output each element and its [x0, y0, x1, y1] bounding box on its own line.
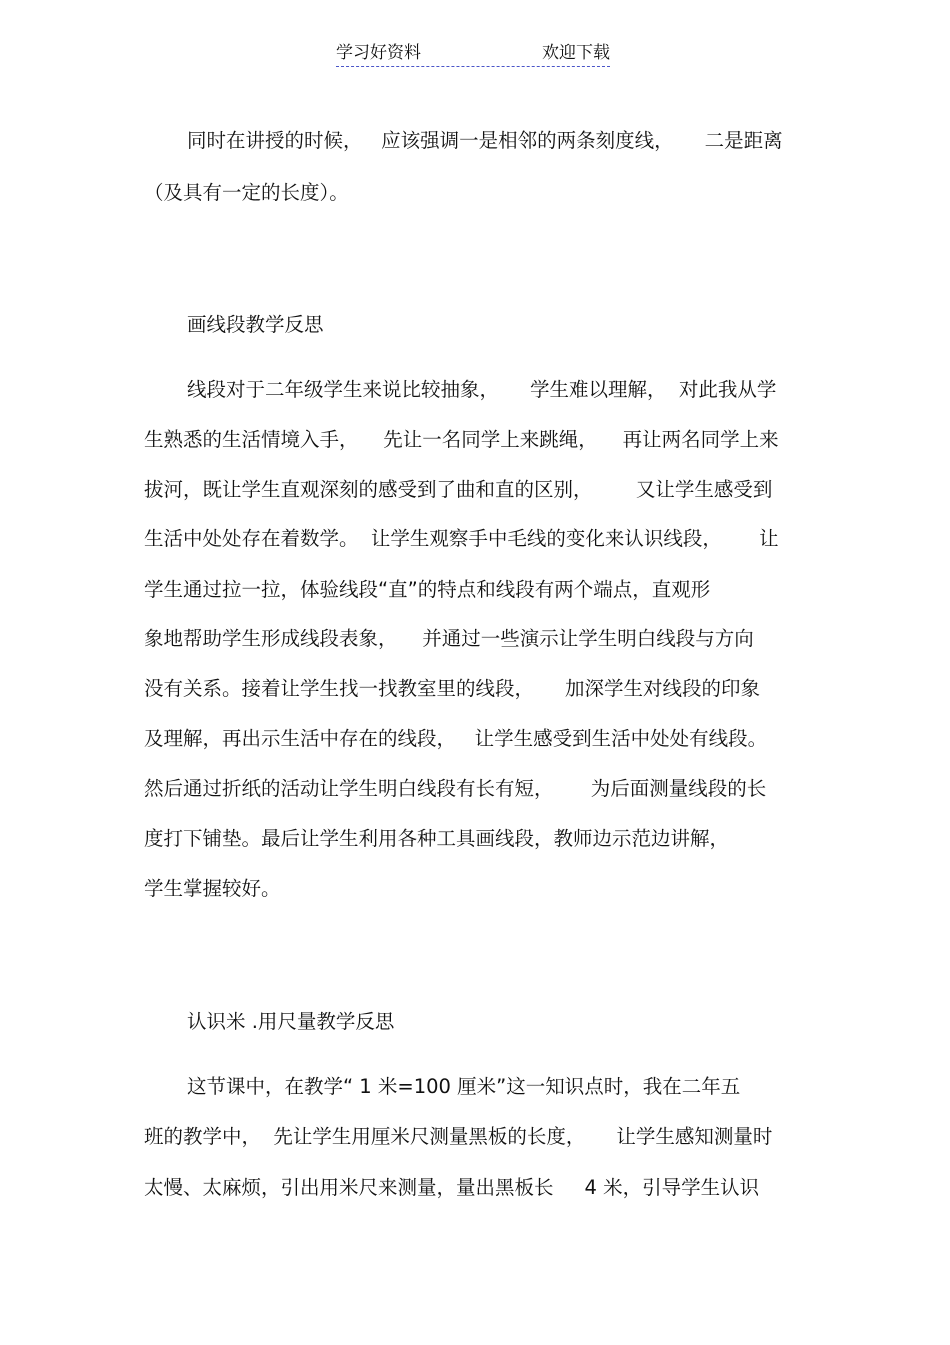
paragraph-line: 然后通过折纸的活动让学生明白线段有长有短， 为后面测量线段的长: [144, 777, 767, 800]
paragraph-line: 学生掌握较好。: [144, 877, 281, 900]
paragraph-line: 班的教学中， 先让学生用厘米尺测量黑板的长度， 让学生感知测量时: [144, 1125, 773, 1148]
paragraph-line: 这节课中，在教学“ 1 米=100 厘米”这一知识点时，我在二年五: [187, 1075, 741, 1098]
paragraph-line: 生熟悉的生活情境入手， 先让一名同学上来跳绳， 再让两名同学上来: [144, 428, 779, 451]
paragraph-line: 象地帮助学生形成线段表象， 并通过一些演示让学生明白线段与方向: [144, 627, 754, 650]
paragraph-line: （及具有一定的长度）。: [144, 181, 349, 204]
paragraph-line: 拔河，既让学生直观深刻的感受到了曲和直的区别， 又让学生感受到: [144, 478, 773, 501]
paragraph-line: 度打下铺垫。最后让学生利用各种工具画线段，教师边示范边讲解，: [144, 827, 730, 850]
paragraph-line: 学生通过拉一拉，体验线段“直”的特点和线段有两个端点，直观形: [144, 578, 711, 601]
page-header: [336, 42, 610, 67]
paragraph-line: 没有关系。接着让学生找一找教室里的线段， 加深学生对线段的印象: [144, 677, 760, 700]
header-right-text: 欢迎下载: [542, 43, 610, 63]
header-left-text: 学习好资料: [336, 43, 421, 63]
paragraph-line: 及理解，再出示生活中存在的线段， 让学生感受到生活中处处有线段。: [144, 727, 768, 750]
paragraph-line: 线段对于二年级学生来说比较抽象， 学生难以理解， 对此我从学: [187, 378, 777, 401]
section-heading: 认识米 .用尺量教学反思: [187, 1010, 395, 1033]
paragraph-line: 太慢、太麻烦，引出用米尺来测量，量出黑板长 4 米，引导学生认识: [144, 1176, 760, 1199]
paragraph-line: 同时在讲授的时候， 应该强调一是相邻的两条刻度线， 二是距离: [187, 129, 783, 152]
paragraph-line: 生活中处处存在着数学。 让学生观察手中毛线的变化来认识线段， 让: [144, 527, 779, 550]
section-heading: 画线段教学反思: [187, 313, 324, 336]
